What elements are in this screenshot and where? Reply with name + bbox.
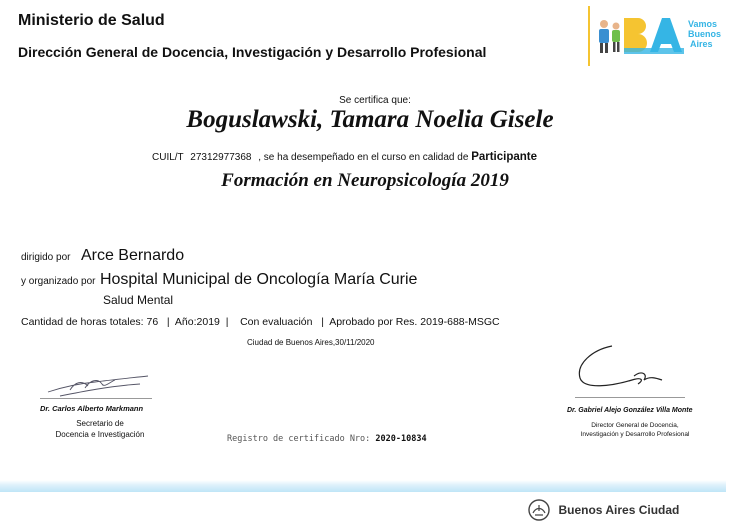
department: Salud Mental	[103, 293, 174, 307]
left-signer-role	[40, 418, 160, 440]
city-emblem-icon	[528, 499, 550, 521]
right-signature	[572, 340, 682, 392]
ba-letters	[624, 18, 684, 54]
left-signature-line	[40, 398, 152, 399]
left-signature	[40, 370, 160, 400]
left-role-line2: Docencia e Investigación	[55, 430, 145, 439]
vamos-buenos-aires-logo	[588, 4, 733, 66]
certifies-label: Se certifica que:	[339, 95, 411, 106]
director-name: Arce Bernardo	[80, 247, 185, 264]
registry-label: Registro de certificado Nro:	[227, 434, 371, 444]
bottom-band	[0, 480, 726, 492]
hours-line: Cantidad de horas totales: 76 | Año:2019 | Con evaluación | Aprobado por Res. 2019-688-MSGC	[21, 316, 500, 328]
buenos-aires-ciudad-logo	[528, 499, 679, 521]
svg-text:Vamos: Vamos	[688, 19, 718, 29]
direction-title: Dirección General de Docencia, Investigación y Desarrollo Profesional	[18, 44, 487, 60]
directed-row	[21, 247, 184, 265]
left-signer-name: Dr. Carlos Alberto Markmann	[40, 404, 144, 413]
footer-brand: Buenos Aires Ciudad	[558, 503, 680, 517]
cuil-text: , se ha desempeñado en el curso en calidad de	[258, 152, 469, 163]
people-icon	[599, 20, 620, 53]
cuil-value: 27312977368	[190, 152, 252, 163]
right-role-line1: Director General de Docencia,	[591, 422, 679, 429]
cuil-row	[152, 151, 537, 163]
ministry-title: Ministerio de Salud	[18, 12, 165, 29]
right-role-line2: Investigación y Desarrollo Profesional	[580, 431, 690, 438]
cuil-label: CUIL/T	[152, 152, 184, 163]
organized-label: y organizado por	[21, 276, 96, 287]
registry-number: 2020-10834	[375, 434, 427, 444]
registry-line	[227, 434, 427, 444]
svg-text:Buenos: Buenos	[688, 29, 722, 39]
place-date: Ciudad de Buenos Aires,30/11/2020	[247, 338, 375, 347]
recipient-name: Boguslawski, Tamara Noelia Gisele	[186, 106, 554, 133]
course-title: Formación en Neuropsicología 2019	[221, 170, 509, 191]
organized-row	[21, 271, 417, 289]
participation-role: Participante	[471, 151, 538, 163]
right-signature-line	[575, 397, 685, 398]
right-signer-name: Dr. Gabriel Alejo González Villa Monte	[567, 407, 693, 414]
directed-label: dirigido por	[21, 252, 71, 263]
left-role-line1: Secretario de	[76, 419, 124, 428]
right-signer-role	[560, 421, 710, 439]
organizer-name: Hospital Municipal de Oncología María Curie	[99, 271, 418, 288]
svg-text:Aires: Aires	[690, 39, 713, 49]
